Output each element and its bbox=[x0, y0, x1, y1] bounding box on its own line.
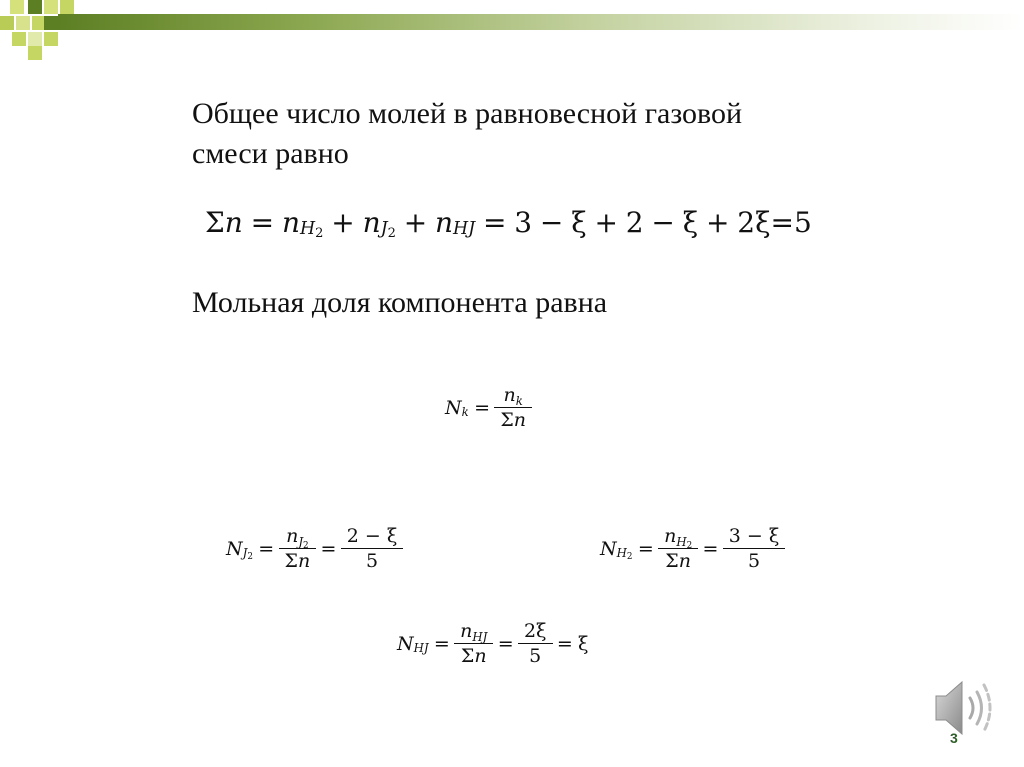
intro-line-2: смеси равно bbox=[192, 137, 349, 170]
denominator: Σn bbox=[284, 550, 311, 572]
numerator: 3 − ξ bbox=[723, 525, 786, 549]
number-two: 2 bbox=[625, 206, 644, 239]
equals-five: =5 bbox=[770, 206, 812, 239]
header-square bbox=[28, 0, 42, 14]
var-N: N bbox=[226, 537, 243, 560]
subscript-j2: J2 bbox=[380, 218, 396, 241]
var-n: n bbox=[434, 206, 454, 239]
fraction bbox=[497, 384, 529, 431]
var-n: n bbox=[362, 206, 381, 239]
var-n: n bbox=[281, 206, 301, 239]
header-square bbox=[60, 0, 74, 14]
equals-sign: = bbox=[482, 206, 507, 239]
equals-sign: = bbox=[702, 537, 719, 560]
sigma-symbol: Σ bbox=[205, 206, 225, 239]
header-square bbox=[28, 46, 42, 60]
denominator: Σn bbox=[665, 550, 691, 572]
subscript-hj: HJ bbox=[413, 640, 429, 655]
nj2-formula bbox=[226, 525, 402, 572]
subscript-h2: H2 bbox=[300, 218, 324, 241]
fraction bbox=[726, 525, 783, 572]
header-square bbox=[44, 16, 58, 30]
denominator: Σn bbox=[500, 409, 526, 431]
two-xi: 2ξ bbox=[737, 206, 771, 239]
header-square bbox=[10, 0, 24, 14]
var-N: N bbox=[397, 632, 414, 655]
mole-fraction-heading: Мольная доля компонента равна bbox=[192, 286, 608, 319]
equals-sign: = bbox=[250, 206, 275, 239]
numerator: $n_{H2}$ bbox=[658, 525, 698, 549]
mole-fraction-formula bbox=[445, 384, 531, 431]
minus-sign: − bbox=[651, 206, 675, 239]
intro-line-1: Общее число молей в равновесной газовой bbox=[192, 97, 743, 130]
numerator: 2 − ξ bbox=[341, 525, 404, 549]
header-square bbox=[28, 32, 42, 46]
fraction bbox=[344, 525, 401, 572]
equals-sign: = bbox=[474, 396, 490, 419]
plus-sign: + bbox=[705, 206, 730, 239]
equals-sign: = bbox=[320, 537, 337, 560]
xi-symbol: ξ bbox=[571, 206, 587, 239]
subscript-hj: HJ bbox=[453, 218, 476, 239]
header-square bbox=[44, 32, 58, 46]
numerator: $n_k$ bbox=[494, 384, 532, 408]
header-square bbox=[44, 0, 58, 14]
numerator: $n_{HJ}$ bbox=[454, 620, 493, 644]
number-three: 3 bbox=[514, 206, 533, 239]
nhj-formula bbox=[397, 620, 589, 667]
speaker-icon[interactable] bbox=[930, 676, 1002, 742]
subscript-h2: H2 bbox=[616, 545, 633, 562]
slide-number: 3 bbox=[950, 730, 958, 746]
total-moles-formula bbox=[205, 206, 812, 239]
header-square bbox=[16, 16, 30, 30]
var-N: N bbox=[445, 396, 462, 419]
fraction bbox=[521, 620, 550, 667]
fraction bbox=[282, 525, 314, 572]
xi-symbol: ξ bbox=[682, 206, 699, 239]
xi-symbol: ξ bbox=[578, 632, 589, 655]
equals-sign: = bbox=[258, 537, 275, 560]
var-n: n bbox=[224, 206, 243, 239]
plus-sign: + bbox=[403, 206, 428, 239]
plus-sign: + bbox=[331, 206, 355, 239]
equals-sign: = bbox=[556, 632, 573, 655]
var-N: N bbox=[600, 537, 617, 560]
denominator: Σn bbox=[460, 645, 487, 667]
equals-sign: = bbox=[497, 632, 514, 655]
subscript-k: k bbox=[461, 404, 469, 419]
denominator: 5 bbox=[365, 550, 379, 572]
equals-sign: = bbox=[637, 537, 654, 560]
nh2-formula bbox=[600, 525, 784, 572]
fraction bbox=[457, 620, 490, 667]
denominator: 5 bbox=[747, 550, 761, 572]
plus-sign: + bbox=[594, 206, 618, 239]
equals-sign: = bbox=[433, 632, 450, 655]
header-square bbox=[0, 16, 14, 30]
numerator: $n_{J2}$ bbox=[279, 525, 317, 549]
fraction bbox=[661, 525, 695, 572]
denominator: 5 bbox=[529, 645, 542, 667]
header-square bbox=[12, 32, 26, 46]
subscript-j2: J2 bbox=[242, 545, 253, 562]
minus-sign: − bbox=[539, 206, 564, 239]
header-bar bbox=[58, 14, 1024, 30]
numerator: 2ξ bbox=[518, 620, 553, 644]
